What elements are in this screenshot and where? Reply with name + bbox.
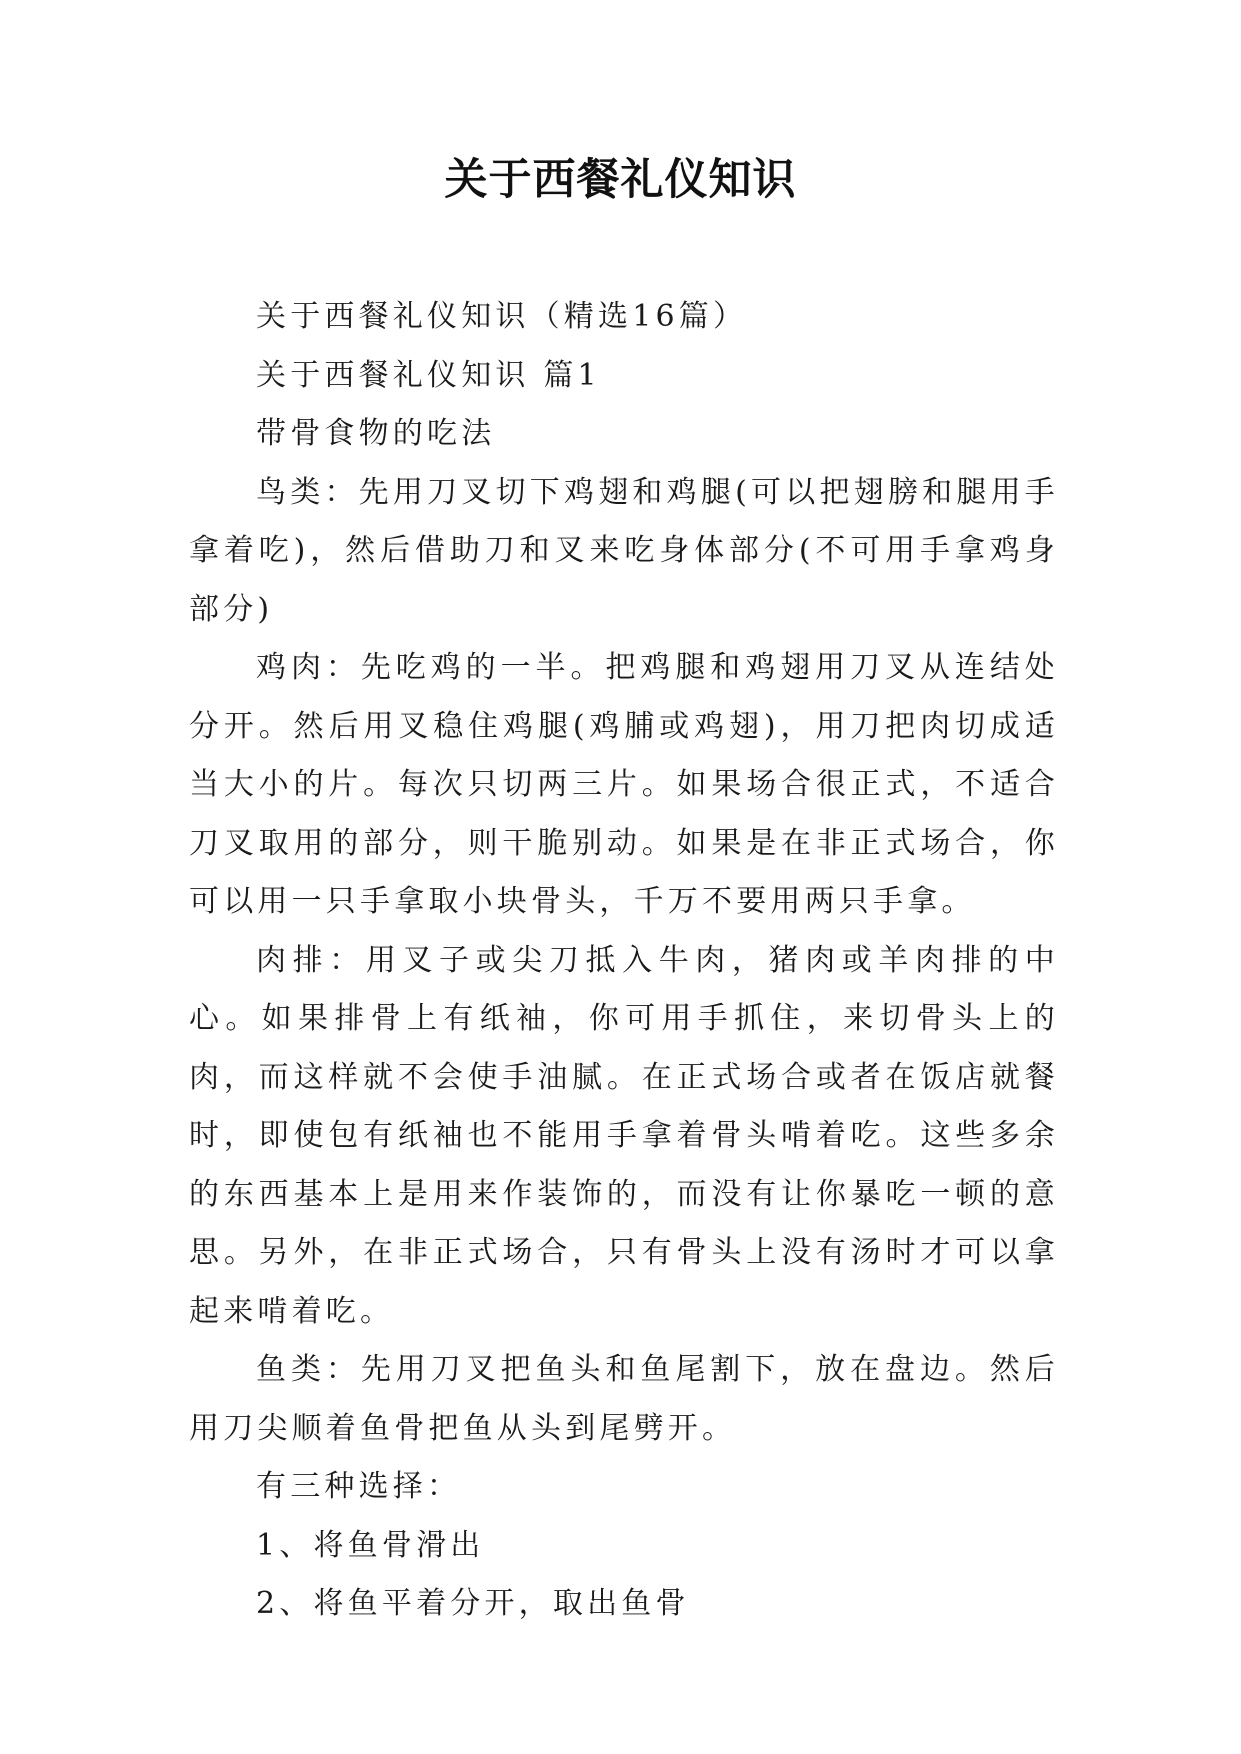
paragraph-topic-heading: 带骨食物的吃法 — [256, 416, 496, 451]
paragraph-option-1: 1、将鱼骨滑出 — [256, 1527, 485, 1563]
document-body — [189, 288, 1059, 1634]
paragraph-subtitle: 关于西餐礼仪知识（精选16篇） — [256, 299, 748, 334]
paragraph-option-2: 2、将鱼平着分开，取出鱼骨 — [256, 1586, 690, 1621]
paragraph-fish: 鱼类：先用刀叉把鱼头和鱼尾割下，放在盘边。然后用刀尖顺着鱼骨把鱼从头到尾劈开。 — [189, 1352, 1059, 1446]
paragraph-chicken: 鸡肉：先吃鸡的一半。把鸡腿和鸡翅用刀叉从连结处分开。然后用叉稳住鸡腿(鸡脯或鸡翅)，用刀把肉切成适当大小的片。每次只切两三片。如果场合很正式，不适合刀叉取用的部分，则干脆别动。如果是在非正式场合，你可以用一只手拿取小块骨头，千万不要用两只手拿。 — [189, 650, 1059, 919]
paragraph-chops: 肉排：用叉子或尖刀抵入牛肉，猪肉或羊肉排的中心。如果排骨上有纸袖，你可用手抓住，来切骨头上的肉，而这样就不会使手油腻。在正式场合或者在饭店就餐时，即使包有纸袖也不能用手拿着骨头啃着吃。这些多余的东西基本上是用来作装饰的，而没有让你暴吃一顿的意思。另外，在非正式场合，只有骨头上没有汤时才可以拿起来啃着吃。 — [189, 942, 1059, 1329]
paragraph-three-choices: 有三种选择： — [256, 1469, 462, 1504]
paragraph-section-heading: 关于西餐礼仪知识 篇1 — [256, 357, 601, 393]
document-title: 关于西餐礼仪知识 — [444, 155, 797, 205]
paragraph-poultry: 鸟类：先用刀叉切下鸡翅和鸡腿(可以把翅膀和腿用手拿着吃)，然后借助刀和叉来吃身体部分(不可用手拿鸡身部分) — [189, 474, 1059, 627]
